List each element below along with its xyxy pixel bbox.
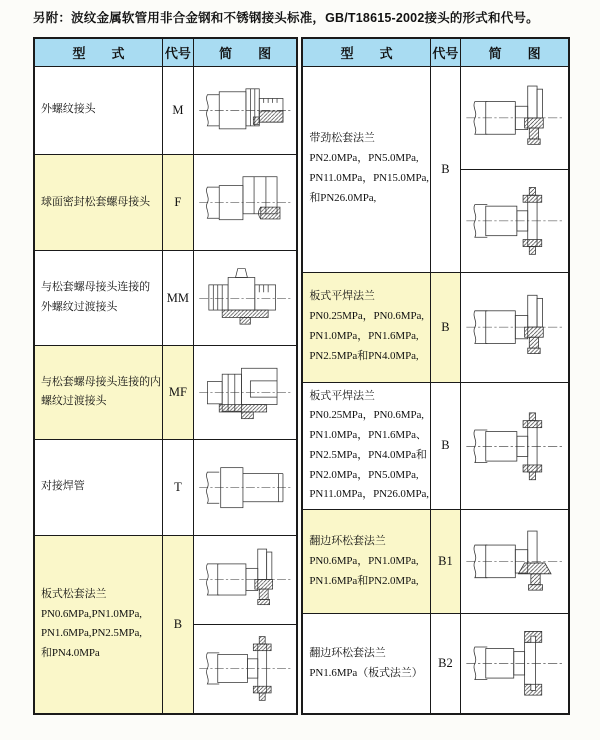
collar-flange-b1-diagram (461, 510, 569, 613)
fitting-type-text (309, 287, 429, 366)
fitting-type-cell (302, 382, 430, 510)
collar-flange-b2-diagram (461, 614, 569, 713)
threaded-union-diagram (194, 251, 297, 345)
fitting-type-line: 板式松套法兰 (41, 587, 107, 600)
hose-loose-nut-icon (197, 159, 293, 246)
diagram-split (194, 536, 297, 713)
fitting-type-text (41, 100, 161, 120)
male-female-adapter-icon (197, 350, 293, 435)
threaded-union-icon (197, 255, 293, 341)
fitting-type-line: 螺纹过渡接头 (41, 395, 107, 408)
fitting-diagram-cell (193, 155, 297, 251)
table-row (302, 66, 569, 272)
fitting-type-line: PN1.6MPa和PN2.0MPa, (309, 574, 419, 587)
fitting-code-cell: B (162, 535, 193, 713)
fitting-type-line: PN1.6MPa,PN2.5MPa, (41, 627, 142, 640)
col-header-type: 型 式 (34, 38, 162, 66)
fitting-type-cell (302, 510, 430, 614)
fitting-diagram-cell (193, 66, 297, 155)
table-row (302, 272, 569, 382)
plate-flange-full-icon (464, 388, 565, 505)
fitting-type-line: 和PN4.0MPa (41, 647, 100, 660)
fitting-type-line: 与松套螺母接头连接的内 (41, 375, 161, 388)
fitting-type-line: PN11.0MPa，PN26.0MPa, (309, 488, 429, 501)
plate-flange-full-diagram (461, 383, 569, 510)
hose-male-thread-icon (197, 70, 293, 151)
fitting-type-line: PN1.0MPa，PN1.6MPa、 (309, 429, 427, 442)
fitting-type-text (41, 477, 161, 497)
fitting-diagram-cell (193, 535, 297, 713)
collar-flange-b1-icon (464, 514, 565, 609)
col-header-type: 型 式 (302, 38, 430, 66)
fitting-code-cell: T (162, 439, 193, 535)
fittings-table-left (33, 37, 298, 715)
hose-male-thread-diagram (194, 67, 297, 155)
fitting-type-line: PN0.25MPa，PN0.6MPa, (309, 409, 424, 422)
table-row (34, 535, 297, 713)
plate-flange-up-diagram (461, 67, 569, 170)
table-row (34, 251, 297, 346)
fitting-code-cell: M (162, 66, 193, 155)
page-title: 另附：波纹金属软管用非合金钢和不锈钢接头标准，GB/T18615-2002接头的形式和代号。 (33, 11, 539, 25)
fitting-code-cell: MM (162, 251, 193, 346)
plate-flange-full-diagram (461, 170, 569, 272)
fitting-code-cell: B (430, 272, 460, 382)
fitting-type-line: PN11.0MPa，PN15.0MPa, (309, 172, 429, 184)
fitting-type-line: 球面密封松套螺母接头 (41, 195, 150, 208)
fitting-type-text (41, 373, 161, 413)
fitting-type-line: 翻边环松套法兰 (309, 535, 386, 548)
fitting-type-line: PN2.5MPa和PN4.0MPa, (309, 349, 419, 362)
fitting-diagram-cell (193, 439, 297, 535)
table-row (34, 155, 297, 251)
fitting-type-cell (302, 614, 430, 714)
plate-flange-full-icon (197, 628, 293, 709)
fitting-code-cell: B (430, 66, 460, 272)
fitting-diagram-cell (460, 510, 569, 614)
fitting-type-line: PN2.0MPa，PN5.0MPa, (309, 468, 419, 481)
fitting-code-cell: B (430, 382, 460, 510)
fitting-code-cell: B1 (430, 510, 460, 614)
plate-flange-up-icon (197, 539, 293, 620)
fitting-code-cell: MF (162, 346, 193, 440)
col-header-code: 代号 (430, 38, 460, 66)
fitting-type-line: 对接焊管 (41, 480, 85, 493)
fitting-code-cell: F (162, 155, 193, 251)
fitting-diagram-cell (193, 346, 297, 440)
plate-flange-full-diagram (194, 625, 297, 713)
table-row (302, 510, 569, 614)
fitting-type-text (41, 585, 161, 664)
plate-flange-full-icon (464, 174, 565, 268)
fitting-type-line: 板式平焊法兰 (309, 389, 375, 402)
fitting-type-cell (34, 346, 162, 440)
fitting-type-text (309, 644, 429, 684)
header-row (34, 38, 297, 66)
male-female-adapter-diagram (194, 346, 297, 439)
diagram-split (461, 67, 569, 272)
fitting-type-line: 外螺纹接头 (41, 103, 96, 116)
fitting-diagram-cell (460, 382, 569, 510)
table-row (302, 614, 569, 714)
fitting-type-cell (302, 272, 430, 382)
fitting-type-cell (34, 66, 162, 155)
fitting-type-cell (302, 66, 430, 272)
fitting-diagram-cell (460, 614, 569, 714)
fitting-type-line: 翻边环松套法兰 (309, 646, 386, 659)
fitting-type-line: 外螺纹过渡接头 (41, 301, 118, 314)
fitting-type-line: 和PN26.0MPa, (309, 191, 377, 204)
table-row (302, 382, 569, 510)
fitting-type-cell (34, 535, 162, 713)
fitting-diagram-cell (460, 66, 569, 272)
plate-flange-up-icon (464, 71, 565, 165)
fitting-diagram-cell (460, 272, 569, 382)
table-row (34, 346, 297, 440)
fitting-type-line: PN0.6MPa，PN1.0MPa, (309, 554, 419, 567)
butt-weld-pipe-diagram (194, 440, 297, 535)
fitting-type-text (309, 387, 429, 506)
fitting-type-line: PN0.25MPa，PN0.6MPa, (309, 310, 424, 323)
fittings-table-right (301, 37, 570, 715)
fitting-type-text (309, 532, 429, 591)
plate-flange-up-icon (464, 277, 565, 377)
fitting-type-text (41, 193, 161, 213)
fitting-diagram-cell (193, 251, 297, 346)
header-row (302, 38, 569, 66)
plate-flange-up-diagram (461, 273, 569, 382)
hose-loose-nut-diagram (194, 155, 297, 250)
fitting-type-cell (34, 251, 162, 346)
table-row (34, 66, 297, 155)
fitting-type-line: 带劲松套法兰 (309, 132, 375, 145)
fittings-table (33, 37, 570, 715)
fitting-code-cell: B2 (430, 614, 460, 714)
col-header-diagram: 简 图 (193, 38, 297, 66)
butt-weld-pipe-icon (197, 444, 293, 531)
fitting-type-line: PN1.6MPa（板式法兰） (309, 666, 423, 679)
fitting-type-line: PN0.6MPa,PN1.0MPa, (41, 607, 142, 620)
col-header-code: 代号 (162, 38, 193, 66)
fitting-type-line: PN2.5MPa，PN4.0MPa和 (309, 448, 427, 461)
collar-flange-b2-icon (464, 618, 565, 709)
col-header-diagram: 简 图 (460, 38, 569, 66)
table-row (34, 439, 297, 535)
fitting-type-line: 与松套螺母接头连接的 (41, 281, 150, 294)
fitting-type-text (41, 278, 161, 318)
fitting-type-line: PN1.0MPa，PN1.6MPa, (309, 330, 419, 342)
fitting-type-text (309, 129, 429, 208)
fitting-type-cell (34, 439, 162, 535)
fitting-type-line: PN2.0MPa，PN5.0MPa, (309, 152, 419, 165)
fitting-type-line: 板式平焊法兰 (309, 290, 375, 303)
fitting-type-cell (34, 155, 162, 251)
plate-flange-up-diagram (194, 536, 297, 625)
